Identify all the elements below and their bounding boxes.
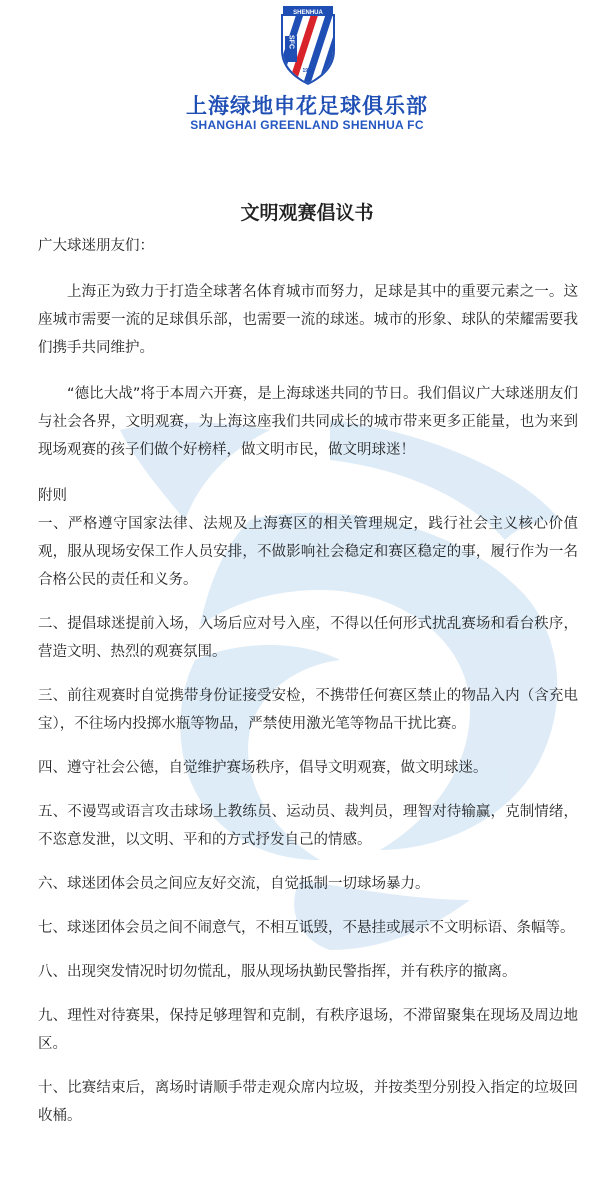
rule-item-6: 六、球迷团体会员之间应友好交流，自觉抵制一切球场暴力。 [38, 876, 430, 892]
rule-item-2: 二、提倡球迷提前入场，入场后应对号入座，不得以任何形式扰乱赛场和看台秩序，营造文明、热烈的观赛氛围。 [38, 616, 578, 660]
annex-title: 附则 [38, 488, 67, 504]
crest-letters: SFC [287, 35, 295, 49]
rule-item-8: 八、出现突发情况时切勿慌乱，服从现场执勤民警指挥，并有秩序的撤离。 [38, 964, 517, 980]
rule-item-1: 一、严格遵守国家法律、法规及上海赛区的相关管理规定，践行社会主义核心价值观，服从现场安保工作人员安排，不做影响社会稳定和赛区稳定的事，履行作为一名合格公民的责任和义务。 [38, 516, 578, 588]
crest-year: 1993 [302, 68, 314, 74]
club-name-chinese: 上海绿地申花足球俱乐部 [186, 94, 428, 118]
club-name-english: SHANGHAI GREENLAND SHENHUA FC [190, 118, 424, 132]
rule-item-7: 七、球迷团体会员之间不闹意气，不相互诋毁，不悬挂或展示不文明标语、条幅等。 [38, 920, 575, 936]
shenhua-crest-logo [277, 6, 339, 86]
club-header [0, 0, 614, 140]
rule-item-4: 四、遵守社会公德，自觉维护赛场秩序，倡导文明观赛，做文明球迷。 [38, 760, 488, 776]
rule-item-3: 三、前往观赛时自觉携带身份证接受安检，不携带任何赛区禁止的物品入内（含充电宝），不往场内投掷水瓶等物品，严禁使用激光笔等物品干扰比赛。 [38, 688, 578, 732]
crest-top-text: SHENHUA [293, 10, 323, 16]
rule-item-9: 九、理性对待赛果，保持足够理智和克制，有秩序退场，不滞留聚集在现场及周边地区。 [38, 1008, 578, 1052]
rule-item-5: 五、不谩骂或语言攻击球场上教练员、运动员、裁判员，理智对待输赢，克制情绪，不恣意发泄，以文明、平和的方式抒发自己的情感。 [38, 804, 578, 848]
rule-item-10: 十、比赛结束后，离场时请顺手带走观众席内垃圾，并按类型分别投入指定的垃圾回收桶。 [38, 1080, 578, 1124]
document-title: 文明观赛倡议书 [240, 201, 374, 224]
greeting: 广大球迷朋友们： [38, 238, 154, 254]
document-body [38, 232, 578, 1146]
paragraph-derby: “德比大战”将于本周六开赛，是上海球迷共同的节日。我们倡议广大球迷朋友们与社会各界，文明观赛，为上海这座我们共同成长的城市带来更多正能量，也为来到现场观赛的孩子们做个好榜样，做文明市民，做文明球迷！ [38, 386, 578, 458]
paragraph-intro: 上海正为致力于打造全球著名体育城市而努力，足球是其中的重要元素之一。这座城市需要一流的足球俱乐部，也需要一流的球迷。城市的形象、球队的荣耀需要我们携手共同维护。 [38, 284, 578, 356]
